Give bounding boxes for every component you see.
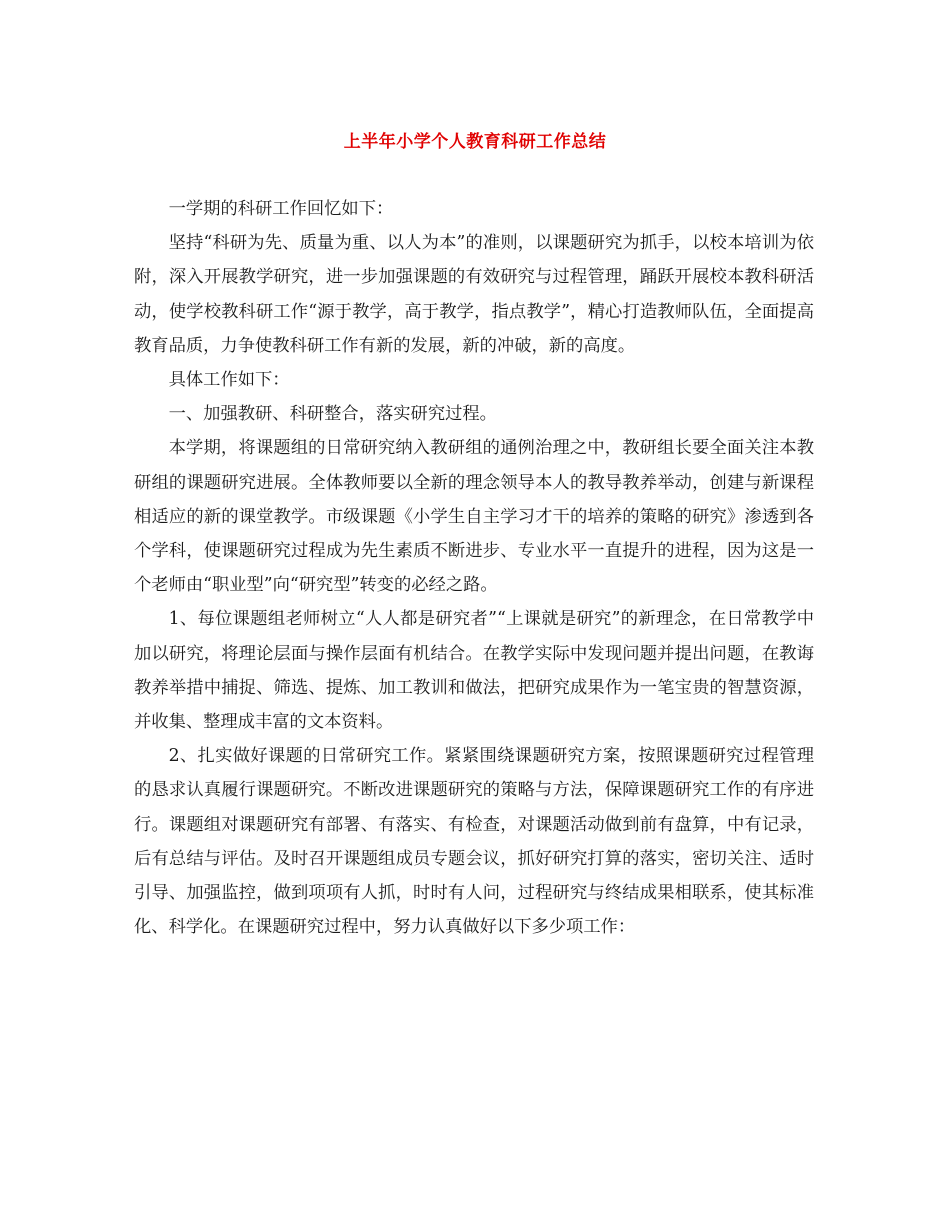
paragraph: 本学期，将课题组的日常研究纳入教研组的通例治理之中，教研组长要全面关注本教研组的课题研究进展。全体教师要以全新的理念领导本人的教导教养举动，创建与新课程相适应的新的课堂教学。市级课题《小学生自主学习才干的培养的策略的研究》渗透到各个学科，使课题研究过程成为先生素质不断进步、专业水平一直提升的进程，因为这是一个老师由“职业型”向“研究型”转变的必经之路。 — [134, 438, 814, 596]
paragraph: 1、每位课题组老师树立“人人都是研究者”“上课就是研究”的新理念，在日常教学中加以研究，将理论层面与操作层面有机结合。在教学实际中发现问题并提出问题，在教诲教养举措中捕捉、筛选、提炼、加工教训和做法，把研究成果作为一笔宝贵的智慧资源，并收集、整理成丰富的文本资料。 — [134, 609, 814, 733]
paragraph: 2、扎实做好课题的日常研究工作。紧紧围绕课题研究方案，按照课题研究过程管理的恳求认真履行课题研究。不断改进课题研究的策略与方法，保障课题研究工作的有序进行。课题组对课题研究有部署、有落实、有检查，对课题活动做到前有盘算，中有记录，后有总结与评估。及时召开课题组成员专题会议，抓好研究打算的落实，密切关注、适时引导、加强监控，做到项项有人抓，时时有人问，过程研究与终结成果相联系，使其标准化、科学化。在课题研究过程中，努力认真做好以下多少项工作： — [134, 746, 814, 938]
document-body — [134, 192, 814, 944]
paragraph: 一学期的科研工作回忆如下： — [168, 199, 394, 219]
section-heading: 一、加强教研、科研整合，落实研究过程。 — [168, 404, 497, 425]
paragraph: 坚持“科研为先、质量为重、以人为本”的准则，以课题研究为抓手，以校本培训为依附，深入开展教学研究，进一步加强课题的有效研究与过程管理，踊跃开展校本教科研活动，使学校教科研工作“源于教学，高于教学，指点教学”，精心打造教师队伍，全面提高教育品质，力争使教科研工作有新的发展，新的冲破，新的高度。 — [134, 233, 814, 356]
paragraph: 具体工作如下： — [168, 370, 290, 391]
document-title: 上半年小学个人教育科研工作总结 — [343, 132, 607, 152]
